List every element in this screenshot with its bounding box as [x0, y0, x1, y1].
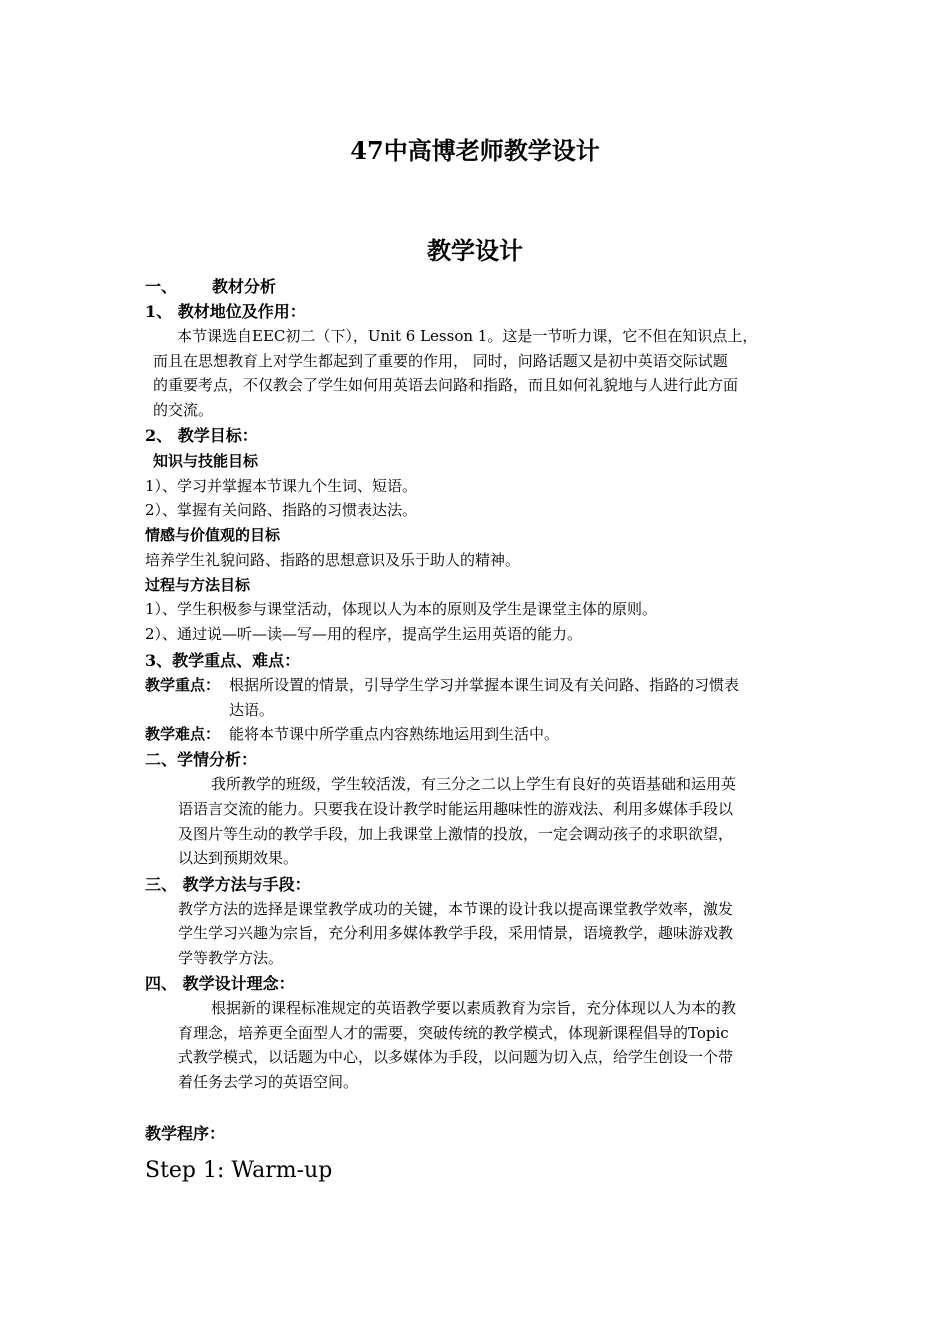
emotion-goals-title: 情感与价值观的目标: [145, 526, 281, 544]
paragraph-line: 语语言交流的能力。只要我在设计教学时能运用趣味性的游戏法、利用多媒体手段以: [178, 800, 734, 818]
paragraph-line: 我所教学的班级，学生较活泼，有三分之二以上学生有良好的英语基础和运用英: [211, 775, 737, 793]
procedure-heading: 教学程序：: [145, 1124, 226, 1143]
paragraph-line: 的重要考点，不仅教会了学生如何用英语去问路和指路，而且如何礼貌地与人进行此方面: [153, 376, 739, 394]
document-subtitle: 教学设计: [427, 236, 523, 265]
paragraph-line: 以达到预期效果。: [178, 849, 299, 867]
step-1-heading: Step 1: Warm-up: [145, 1158, 333, 1183]
section-1-2-heading: 2、 教学目标：: [145, 426, 258, 445]
section-2-heading: 二、学情分析：: [145, 750, 258, 769]
list-item: 1）、学生积极参与课堂活动，体现以人为本的原则及学生是课堂主体的原则。: [145, 600, 658, 618]
paragraph-line: 着任务去学习的英语空间。: [178, 1073, 359, 1091]
key-points-text: 根据所设置的情景，引导学生学习并掌握本课生词及有关问路、指路的习惯表: [229, 676, 740, 694]
paragraph-line: 学生学习兴趣为宗旨，充分利用多媒体教学手段，采用情景，语境教学，趣味游戏教: [178, 924, 734, 942]
document-title: 47中高博老师教学设计: [350, 136, 600, 165]
section-1-number: 一、: [145, 277, 178, 296]
list-item: 2）、掌握有关问路、指路的习惯表达法。: [145, 501, 418, 519]
paragraph-line: 本节课选自EEC初二（下），Unit 6 Lesson 1。这是一节听力课，它不但在知识点上，: [177, 327, 758, 345]
section-1-heading: 教材分析: [212, 277, 277, 296]
paragraph-line: 式教学模式，以话题为中心，以多媒体为手段，以问题为切入点，给学生创设一个带: [178, 1048, 734, 1066]
section-1-1-heading: 1、 教材地位及作用：: [145, 302, 306, 321]
emotion-goals-text: 培养学生礼貌问路、指路的思想意识及乐于助人的精神。: [145, 551, 521, 569]
difficult-points-text: 能将本节课中所学重点内容熟练地运用到生活中。: [229, 725, 560, 743]
paragraph-line: 的交流。: [153, 401, 214, 419]
paragraph-line: 育理念，培养更全面型人才的需要，突破传统的教学模式，体现新课程倡导的Topic: [178, 1024, 729, 1042]
section-3-heading: 三、 教学方法与手段：: [145, 875, 311, 894]
paragraph-line: 而且在思想教育上对学生都起到了重要的作用， 同时，问路话题又是初中英语交际试题: [153, 352, 728, 370]
paragraph-line: 教学方法的选择是课堂教学成功的关键，本节课的设计我以提高课堂教学效率，激发: [178, 900, 734, 918]
section-4-heading: 四、 教学设计理念：: [145, 974, 295, 993]
key-points-text: 达语。: [229, 701, 275, 719]
difficult-points-label: 教学难点：: [145, 725, 221, 743]
key-points-label: 教学重点：: [145, 676, 221, 694]
knowledge-goals-title: 知识与技能目标: [153, 452, 259, 470]
process-goals-title: 过程与方法目标: [145, 576, 251, 594]
paragraph-line: 及图片等生动的教学手段，加上我课堂上激情的投放，一定会调动孩子的求职欲望，: [178, 825, 734, 843]
section-1-3-heading: 3、教学重点、难点：: [145, 651, 301, 670]
list-item: 2）、通过说—听—读—写—用的程序，提高学生运用英语的能力。: [145, 625, 583, 643]
paragraph-line: 学等教学方法。: [178, 949, 284, 967]
paragraph-line: 根据新的课程标准规定的英语教学要以素质教育为宗旨，充分体现以人为本的教: [211, 999, 737, 1017]
list-item: 1）、学习并掌握本节课九个生词、短语。: [145, 477, 418, 495]
